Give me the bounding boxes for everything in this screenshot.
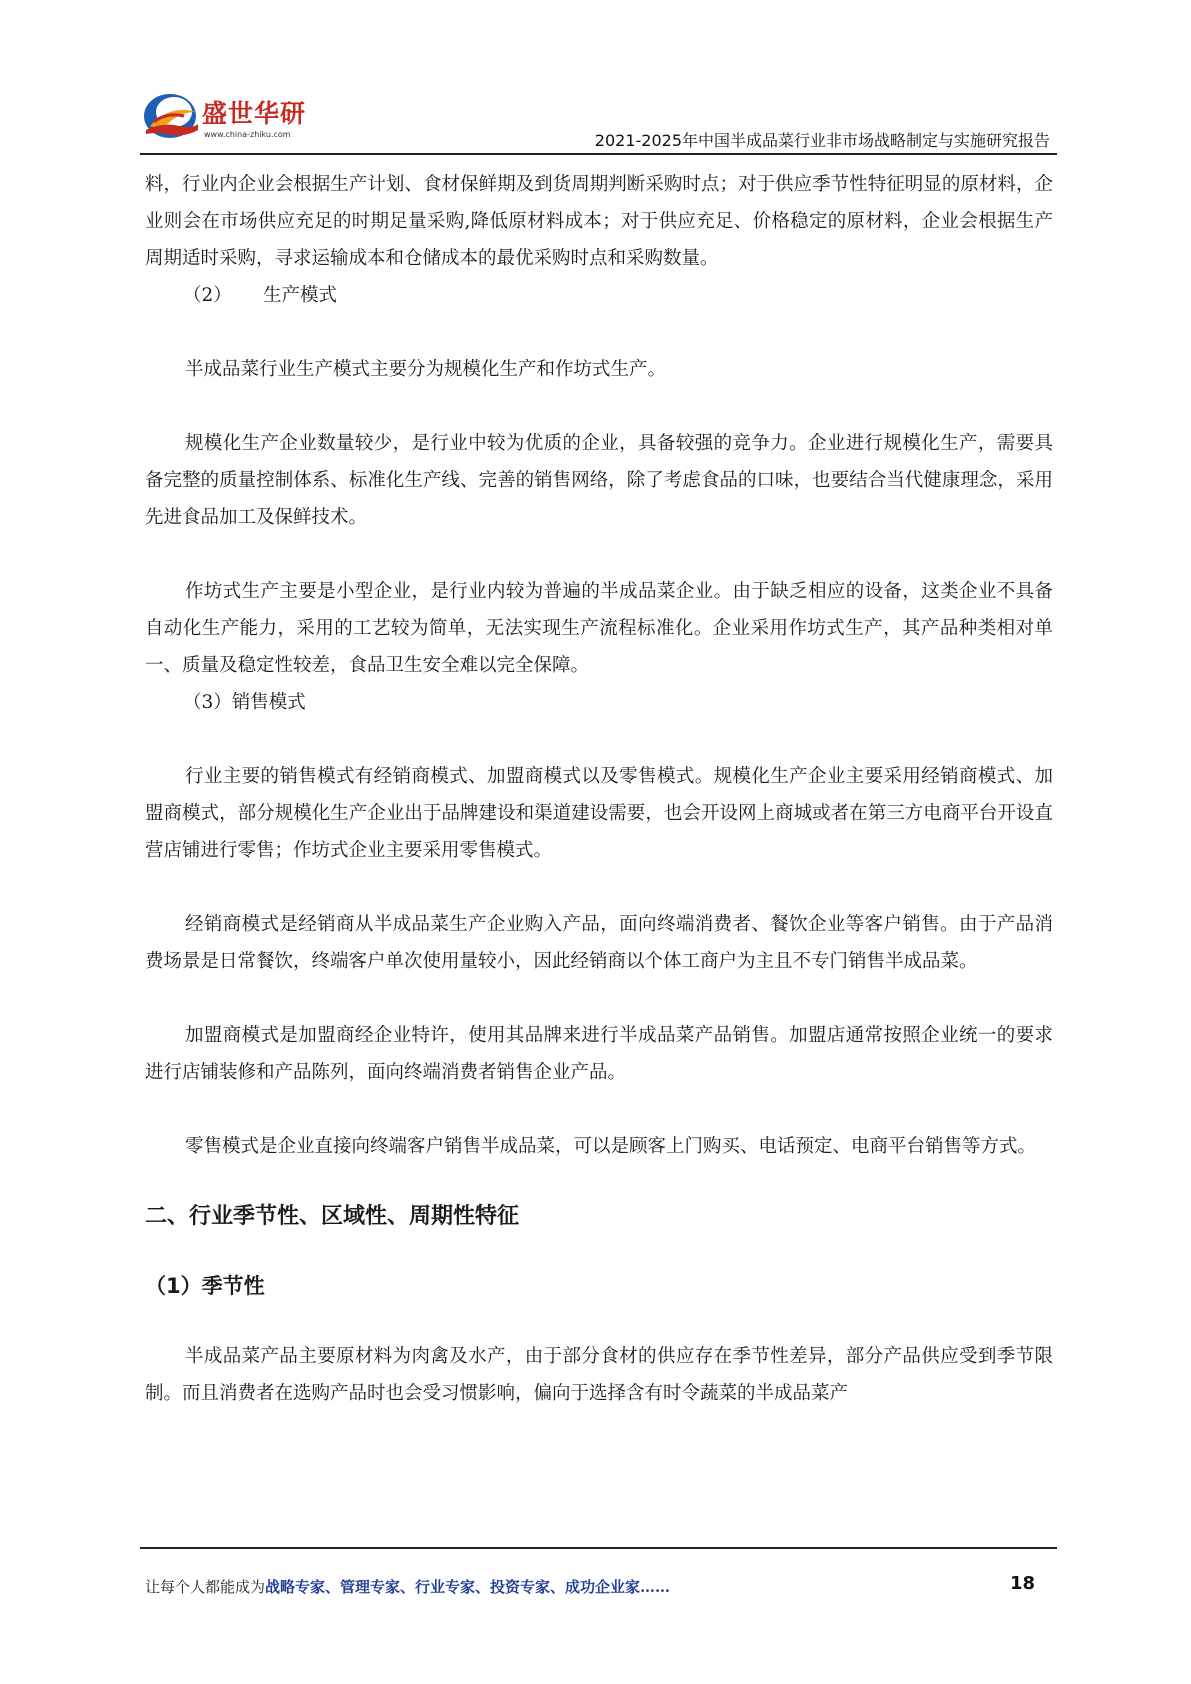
paragraph-retail-mode: 零售模式是企业直接向终端客户销售半成品菜，可以是顾客上门购买、电话预定、电商平台销售等方式。 [185, 1136, 1037, 1157]
subheading-number: （2） [183, 285, 232, 306]
page-header [0, 0, 1191, 150]
section-heading: 二、行业季节性、区域性、周期性特征 [145, 1204, 520, 1229]
subheading-sales-mode: （3）销售模式 [183, 692, 306, 713]
paragraph-seasonality: 半成品菜产品主要原材料为肉禽及水产，由于部分食材的供应存在季节性差异，部分产品供应受到季节限制。而且消费者在选购产品时也会受习惯影响，偏向于选择含有时令蔬菜的半成品菜产 [145, 1346, 1053, 1404]
report-title: 2021-2025年中国半成品菜行业非市场战略制定与实施研究报告 [594, 131, 1050, 150]
slogan-prefix: 让每个人都能成为 [145, 1578, 266, 1596]
logo-website-url: www.china-zhiku.com [204, 130, 291, 139]
subheading-production-mode [145, 277, 1053, 314]
company-logo [140, 82, 310, 152]
paragraph-franchise-mode: 加盟商模式是加盟商经企业特许，使用其品牌来进行半成品菜产品销售。加盟店通常按照企业统一的要求进行店铺装修和产品陈列，面向终端消费者销售企业产品。 [145, 1025, 1053, 1083]
logo-emblem-icon [140, 82, 202, 144]
slogan-highlight: 战略专家、管理专家、行业专家、投资专家、成功企业家…… [265, 1578, 671, 1596]
subsection-heading-seasonality: （1）季节性 [145, 1274, 265, 1298]
paragraph-distributor-mode: 经销商模式是经销商从半成品菜生产企业购入产品，面向终端消费者、餐饮企业等客户销售。由于产品消费场景是日常餐饮，终端客户单次使用量较小，因此经销商以个体工商户为主且不专门销售半成品菜。 [145, 914, 1053, 972]
paragraph-production-overview: 半成品菜行业生产模式主要分为规模化生产和作坊式生产。 [185, 359, 667, 380]
logo-brand-name: 盛世华研 [202, 99, 307, 128]
footer-divider [140, 1547, 1057, 1549]
paragraph-workshop-production: 作坊式生产主要是小型企业，是行业内较为普遍的半成品菜企业。由于缺乏相应的设备，这类企业不具备自动化生产能力，采用的工艺较为简单，无法实现生产流程标准化。企业采用作坊式生产，其产品种类相对单一、质量及稳定性较差，食品卫生安全难以完全保障。 [145, 581, 1053, 676]
footer-slogan [145, 1576, 670, 1597]
header-divider [140, 153, 1057, 155]
paragraph-sales-overview: 行业主要的销售模式有经销商模式、加盟商模式以及零售模式。规模化生产企业主要采用经销商模式、加盟商模式，部分规模化生产企业出于品牌建设和渠道建设需要，也会开设网上商城或者在第三方电商平台开设直营店铺进行零售；作坊式企业主要采用零售模式。 [145, 766, 1053, 861]
page-number: 18 [1010, 1573, 1036, 1594]
subheading-text: 生产模式 [263, 285, 338, 306]
paragraph-procurement-continued: 料，行业内企业会根据生产计划、食材保鲜期及到货周期判断采购时点；对于供应季节性特征明显的原材料，企业则会在市场供应充足的时期足量采购,降低原材料成本；对于供应充足、价格稳定的原材料，企业会根据生产周期适时采购，寻求运输成本和仓储成本的最优采购时点和采购数量。 [145, 174, 1053, 269]
document-body [145, 166, 1053, 1412]
paragraph-scale-production: 规模化生产企业数量较少，是行业中较为优质的企业，具备较强的竞争力。企业进行规模化生产，需要具备完整的质量控制体系、标准化生产线、完善的销售网络，除了考虑食品的口味，也要结合当代健康理念，采用先进食品加工及保鲜技术。 [145, 433, 1053, 528]
